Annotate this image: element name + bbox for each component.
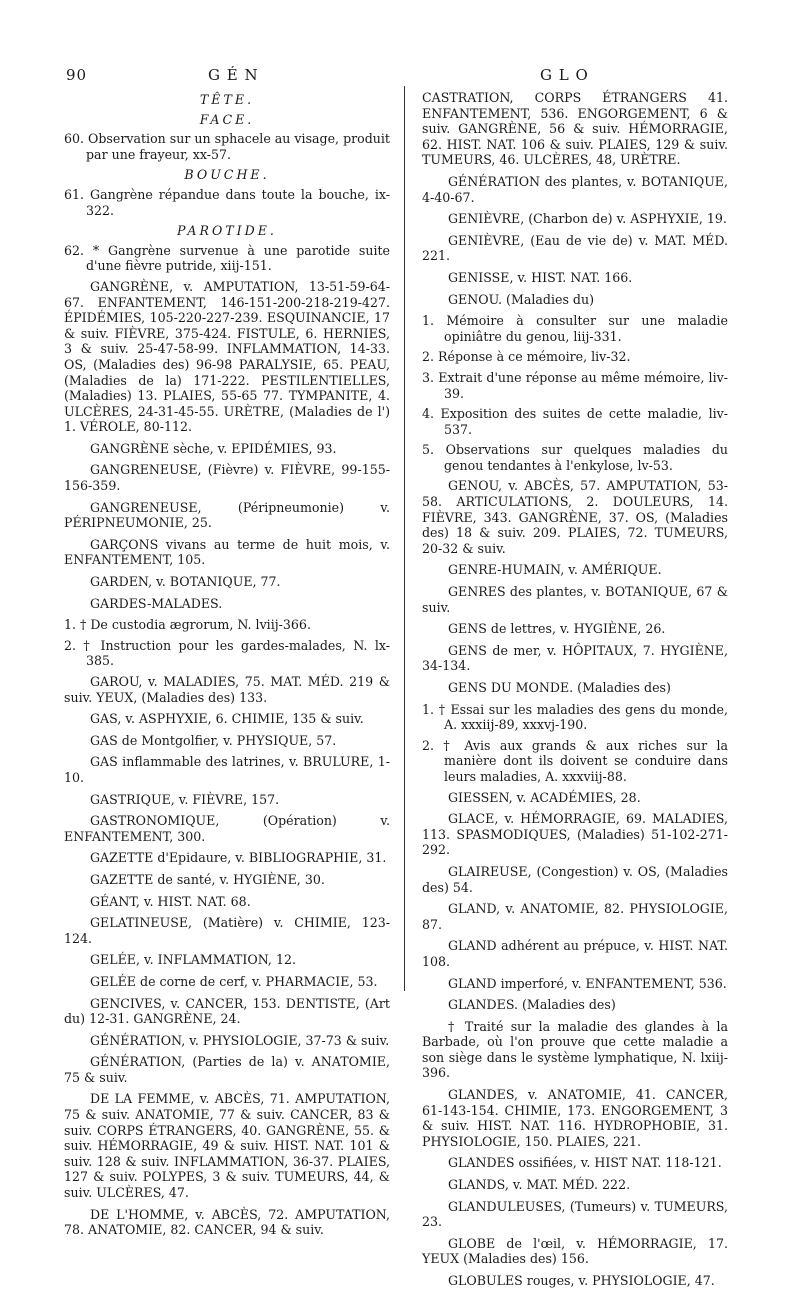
index-entry: GAS inflammable des latrines, v. BRULURE, 1-10. xyxy=(64,754,390,785)
page-number: 90 xyxy=(66,66,88,84)
index-entry: GAROU, v. MALADIES, 75. MAT. MÉD. 219 & suiv. YEUX, (Maladies des) 133. xyxy=(64,674,390,705)
numbered-entry: 3. Extrait d'une réponse au même mémoire, liv-39. xyxy=(422,369,728,401)
numbered-entry: 2. Réponse à ce mémoire, liv-32. xyxy=(422,349,631,365)
left-column xyxy=(64,90,390,1244)
numbered-entry: 61. Gangrène répandue dans toute la bouche, ix-322. xyxy=(64,186,390,218)
index-entry: GAZETTE de santé, v. HYGIÈNE, 30. xyxy=(90,871,325,887)
numbered-entry: 2. † Instruction pour les gardes-malades, N. lx-385. xyxy=(64,637,390,669)
section-heading: TÊTE. xyxy=(199,92,255,107)
index-entry: GENOU, v. ABCÈS, 57. AMPUTATION, 53-58. ARTICULATIONS, 2. DOULEURS, 14. FIÈVRE, 343. GANGRÈNE, 37. OS, (Maladies des) 18 & suiv. 209. PLAIES, 72. TUMEURS, 20-32 & suiv. xyxy=(422,478,728,556)
index-entry: GANGRENEUSE, (Péripneumonie) v. PÉRIPNEUMONIE, 25. xyxy=(64,499,390,531)
index-entry: GASTRONOMIQUE, (Opération) v. ENFANTEMENT, 300. xyxy=(64,813,390,844)
index-entry: GELÉE de corne de cerf, v. PHARMACIE, 53. xyxy=(90,973,378,989)
index-entry: GLANDES. (Maladies des) xyxy=(448,997,616,1013)
index-entry: GENS DU MONDE. (Maladies des) xyxy=(448,680,671,695)
index-entry: GLANDS, v. MAT. MÉD. 222. xyxy=(448,1177,631,1193)
index-entry: GLAIREUSE, (Congestion) v. OS, (Maladies des) 54. xyxy=(422,863,728,895)
index-entry: GLANDULEUSES, (Tumeurs) v. TUMEURS, 23. xyxy=(422,1198,728,1230)
numbered-entry: 62. * Gangrène survenue à une parotide suite d'une fièvre putride, xiij-151. xyxy=(64,242,390,274)
index-entry: GAZETTE d'Epidaure, v. BIBLIOGRAPHIE, 31. xyxy=(90,850,387,866)
index-entry: GENRES des plantes, v. BOTANIQUE, 67 & suiv. xyxy=(422,584,728,615)
index-entry: DE LA FEMME, v. ABCÈS, 71. AMPUTATION, 75 & suiv. ANATOMIE, 77 & suiv. CANCER, 83 & suiv. CORPS ÉTRANGERS, 40. GANGRÈNE, 55. & suiv. HÉMORRAGIE, 49 & suiv. HIST. NAT. 101 & suiv. 128 & suiv. INFLAMMATION, 36-37. PLAIES, 127 & suiv. POLYPES, 3 & suiv. TUMEURS, 44, & suiv. ULCÈRES, 47. xyxy=(64,1091,390,1201)
index-entry: GIESSEN, v. ACADÉMIES, 28. xyxy=(448,789,641,805)
index-entry: GENIÈVRE, (Eau de vie de) v. MAT. MÉD. 221. xyxy=(422,232,728,264)
index-entry: GAS de Montgolfier, v. PHYSIQUE, 57. xyxy=(90,732,337,748)
index-entry: GLACE, v. HÉMORRAGIE, 69. MALADIES, 113. SPASMODIQUES, (Maladies) 51-102-271-292. xyxy=(422,811,728,858)
numbered-entry: 5. Observations sur quelques maladies du genou tendantes à l'enkylose, lv-53. xyxy=(422,442,728,473)
index-entry: CASTRATION, CORPS ÉTRANGERS 41. ENFANTEMENT, 536. ENGORGEMENT, 6 & suiv. GANGRÈNE, 56 & suiv. HÉMORRAGIE, 62. HIST. NAT. 106 & suiv. PLAIES, 129 & suiv. TUMEURS, 46. ULCÈRES, 48, URÈTRE. xyxy=(422,90,728,168)
index-entry: GENCIVES, v. CANCER, 153. DENTISTE, (Art du) 12-31. GANGRÈNE, 24. xyxy=(64,995,390,1027)
right-column xyxy=(422,90,728,1295)
index-entry: GELÉE, v. INFLAMMATION, 12. xyxy=(90,952,296,968)
index-entry: GLANDES ossifiées, v. HIST NAT. 118-121. xyxy=(448,1155,722,1171)
index-entry: GLANDES, v. ANATOMIE, 41. CANCER, 61-143-154. CHIMIE, 173. ENGORGEMENT, 3 & suiv. HIST. NAT. 116. HYDROPHOBIE, 31. PHYSIOLOGIE, 150. PLAIES, 221. xyxy=(422,1087,728,1149)
index-entry: GLOBE de l'œil, v. HÉMORRAGIE, 17. YEUX (Maladies des) 156. xyxy=(422,1235,728,1267)
index-entry: † Traité sur la maladie des glandes à la Barbade, où l'on prouve que cette maladie a son siège dans le système lymphatique, N. lxiij-396. xyxy=(422,1018,728,1081)
index-entry: GENOU. (Maladies du) xyxy=(448,291,595,307)
index-entry: GELATINEUSE, (Matière) v. CHIMIE, 123-124. xyxy=(64,915,390,946)
index-entry: GASTRIQUE, v. FIÈVRE, 157. xyxy=(90,791,280,807)
numbered-entry: 1. † De custodia ægrorum, N. lviij-366. xyxy=(64,617,311,633)
section-heading: BOUCHE. xyxy=(184,167,270,183)
index-entry: GENRE-HUMAIN, v. AMÉRIQUE. xyxy=(448,562,662,578)
index-entry: GLAND, v. ANATOMIE, 82. PHYSIOLOGIE, 87. xyxy=(422,901,728,932)
numbered-entry: 1. Mémoire à consulter sur une maladie opiniâtre du genou, liij-331. xyxy=(422,313,728,344)
index-entry: DE L'HOMME, v. ABCÈS, 72. AMPUTATION, 78. ANATOMIE, 82. CANCER, 94 & suiv. xyxy=(64,1206,390,1238)
index-entry: GAS, v. ASPHYXIE, 6. CHIMIE, 135 & suiv. xyxy=(90,711,364,727)
running-head-left: G É N xyxy=(208,66,259,84)
index-entry: GANGRENEUSE, (Fièvre) v. FIÈVRE, 99-155-156-359. xyxy=(64,462,390,494)
index-entry: GÉNÉRATION des plantes, v. BOTANIQUE, 4-40-67. xyxy=(422,173,728,205)
index-entry: GÉANT, v. HIST. NAT. 68. xyxy=(90,893,251,909)
column-divider xyxy=(404,86,405,991)
index-entry: GENISSE, v. HIST. NAT. 166. xyxy=(448,269,633,285)
index-entry: GÉNÉRATION, v. PHYSIOLOGIE, 37-73 & suiv. xyxy=(90,1032,390,1048)
index-entry: GARÇONS vivans au terme de huit mois, v. ENFANTEMENT, 105. xyxy=(64,536,390,568)
index-entry: GENIÈVRE, (Charbon de) v. ASPHYXIE, 19. xyxy=(448,211,727,227)
section-heading: FACE. xyxy=(199,111,255,127)
numbered-entry: 2. † Avis aux grands & aux riches sur la manière dont ils doivent se conduire dans leurs maladies, A. xxxviij-88. xyxy=(422,737,728,784)
index-entry: GÉNÉRATION, (Parties de la) v. ANATOMIE, 75 & suiv. xyxy=(64,1054,390,1085)
index-entry: GLAND adhérent au prépuce, v. HIST. NAT. 108. xyxy=(422,938,728,969)
numbered-entry: 1. † Essai sur les maladies des gens du monde, A. xxxiij-89, xxxvj-190. xyxy=(422,701,728,733)
index-entry: GLOBULES rouges, v. PHYSIOLOGIE, 47. xyxy=(448,1273,715,1288)
index-entry: GENS de mer, v. HÔPITAUX, 7. HYGIÈNE, 34-134. xyxy=(422,642,728,674)
index-entry: GARDES-MALADES. xyxy=(90,595,223,611)
numbered-entry: 4. Exposition des suites de cette maladie, liv-537. xyxy=(422,406,728,437)
index-entry: GARDEN, v. BOTANIQUE, 77. xyxy=(90,574,281,590)
index-entry: GENS de lettres, v. HYGIÈNE, 26. xyxy=(448,621,666,637)
index-entry: GANGRÈNE sèche, v. EPIDÉMIES, 93. xyxy=(90,440,337,456)
index-entry: GLAND imperforé, v. ENFANTEMENT, 536. xyxy=(448,975,727,991)
section-heading: PAROTIDE. xyxy=(177,223,277,239)
running-head-right: G L O xyxy=(540,66,589,84)
numbered-entry: 60. Observation sur un sphacele au visage, produit par une frayeur, xx-57. xyxy=(64,131,390,162)
index-entry: GANGRÈNE, v. AMPUTATION, 13-51-59-64-67. ENFANTEMENT, 146-151-200-218-219-427. ÉPIDÉMIES, 105-220-227-239. ESQUINANCIE, 17 & suiv. FIÈVRE, 375-424. FISTULE, 6. HERNIES, 3 & suiv. 25-47-58-99. INFLAMMATION, 14-33. OS, (Maladies des) 96-98 PARALYSIE, 65. PEAU, (Maladies de la) 171-222. PESTILENTIELLES, (Maladies) 13. PLAIES, 55-65 77. TYMPANITE, 4. ULCÈRES, 24-31-45-55. URÈTRE, (Maladies de l') 1. VÉROLE, 80-112. xyxy=(64,278,390,435)
